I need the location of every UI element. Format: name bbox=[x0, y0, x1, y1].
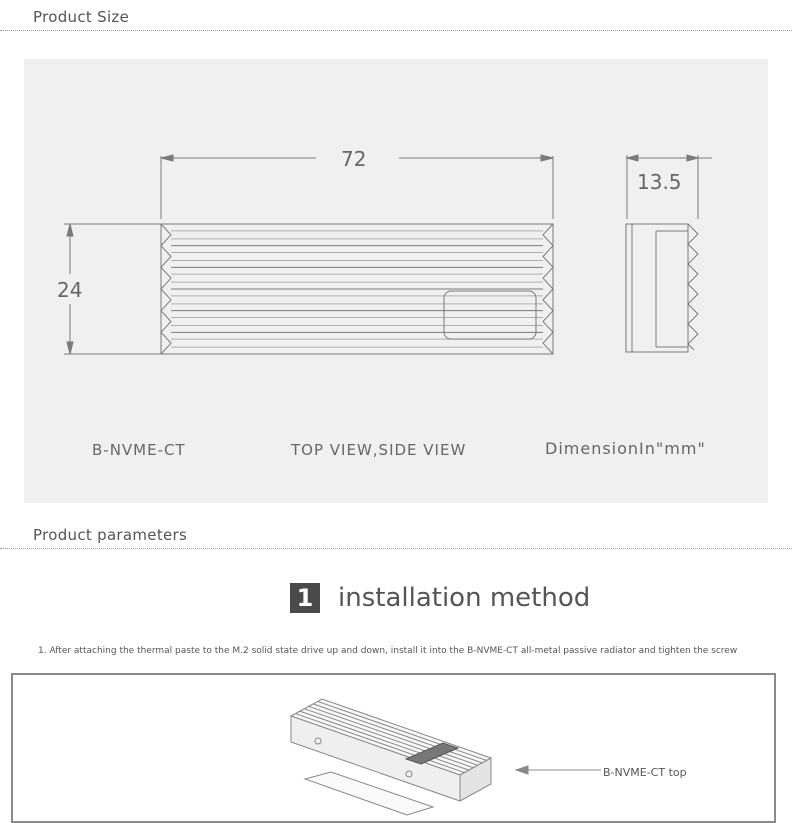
length-label: 72 bbox=[341, 147, 367, 171]
top-callout-label: B-NVME-CT top bbox=[603, 766, 687, 779]
exploded-view-drawing bbox=[13, 675, 774, 821]
units-caption: DimensionIn"mm" bbox=[545, 439, 706, 458]
installation-heading bbox=[290, 583, 590, 613]
step-number-badge: 1 bbox=[290, 583, 320, 613]
model-caption: B-NVME-CT bbox=[92, 441, 186, 459]
dimension-drawing bbox=[24, 59, 768, 503]
view-caption: TOP VIEW,SIDE VIEW bbox=[291, 441, 467, 459]
installation-title: installation method bbox=[338, 583, 591, 613]
width-label: 24 bbox=[57, 278, 83, 302]
step-1-instruction: 1. After attaching the thermal paste to the M.2 solid state drive up and down, install it into the B-NVME-CT all-metal passive radiator and tighten the screw bbox=[38, 646, 738, 656]
product-size-header bbox=[0, 0, 792, 31]
product-parameters-title: Product parameters bbox=[33, 526, 188, 544]
dimension-drawing-panel bbox=[24, 59, 768, 503]
product-parameters-header bbox=[0, 518, 792, 549]
thickness-label: 13.5 bbox=[637, 170, 682, 194]
product-size-title: Product Size bbox=[33, 8, 130, 26]
installation-illustration bbox=[11, 673, 776, 823]
